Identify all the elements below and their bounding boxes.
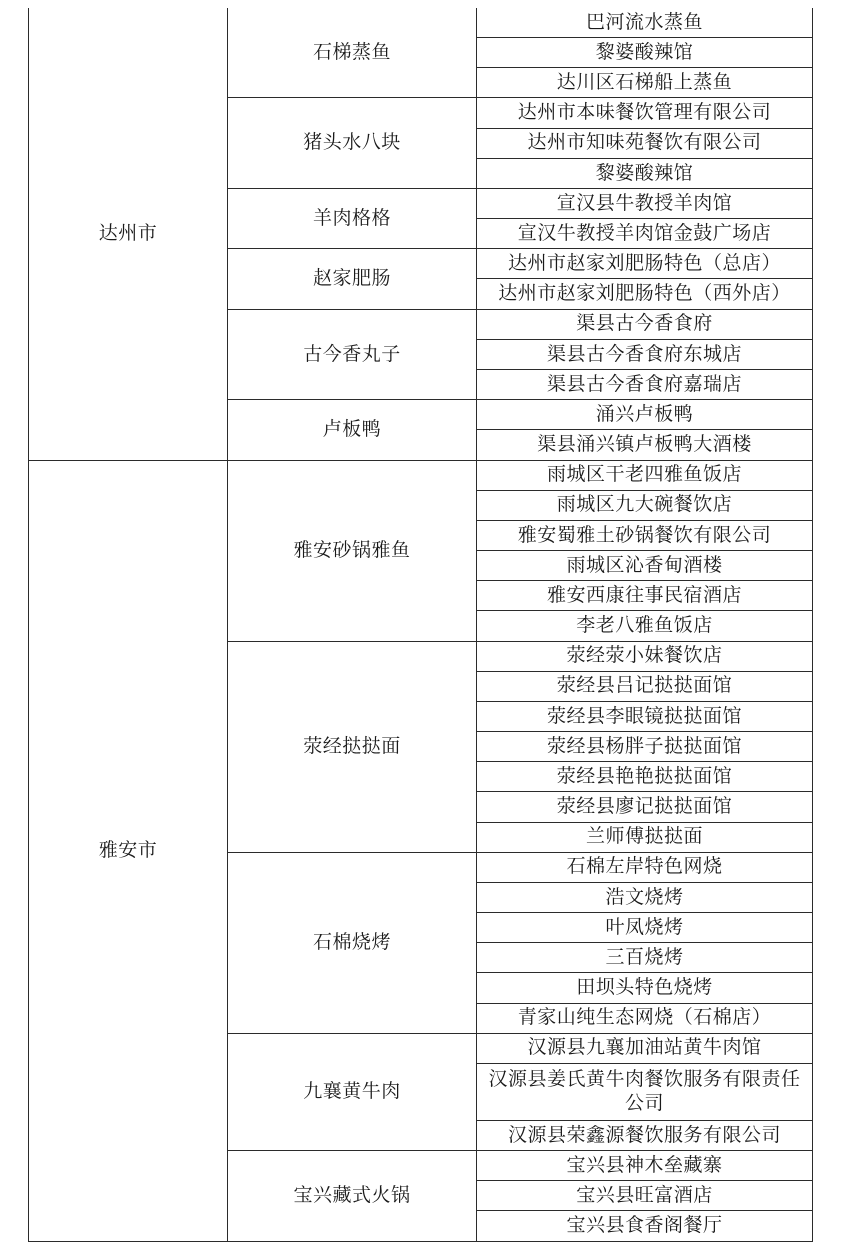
dish-cell: 九襄黄牛肉 bbox=[228, 1033, 477, 1150]
dish-cell: 石梯蒸鱼 bbox=[228, 8, 477, 98]
shop-cell: 渠县涌兴镇卢板鸭大酒楼 bbox=[477, 430, 813, 460]
shop-cell: 荥经荥小妹餐饮店 bbox=[477, 641, 813, 671]
shop-cell: 荥经县艳艳挞挞面馆 bbox=[477, 762, 813, 792]
shop-cell: 叶凤烧烤 bbox=[477, 913, 813, 943]
dish-cell: 卢板鸭 bbox=[228, 400, 477, 460]
shop-cell: 雅安蜀雅土砂锅餐饮有限公司 bbox=[477, 520, 813, 550]
specialty-dish-table bbox=[28, 8, 813, 1242]
shop-cell: 雨城区沁香甸酒楼 bbox=[477, 551, 813, 581]
shop-cell: 黎婆酸辣馆 bbox=[477, 158, 813, 188]
dish-cell: 石棉烧烤 bbox=[228, 852, 477, 1033]
shop-cell: 石棉左岸特色网烧 bbox=[477, 852, 813, 882]
shop-cell: 宝兴县食香阁餐厅 bbox=[477, 1211, 813, 1242]
shop-cell: 李老八雅鱼饭店 bbox=[477, 611, 813, 641]
shop-cell: 达川区石梯船上蒸鱼 bbox=[477, 68, 813, 98]
shop-cell: 三百烧烤 bbox=[477, 943, 813, 973]
dish-cell: 荥经挞挞面 bbox=[228, 641, 477, 852]
shop-cell: 达州市赵家刘肥肠特色（西外店） bbox=[477, 279, 813, 309]
shop-cell: 汉源县九襄加油站黄牛肉馆 bbox=[477, 1033, 813, 1063]
table-row bbox=[29, 460, 813, 490]
shop-cell: 宝兴县旺富酒店 bbox=[477, 1181, 813, 1211]
shop-cell: 雨城区干老四雅鱼饭店 bbox=[477, 460, 813, 490]
shop-cell: 达州市知味苑餐饮有限公司 bbox=[477, 128, 813, 158]
shop-cell: 黎婆酸辣馆 bbox=[477, 38, 813, 68]
shop-cell: 宝兴县神木垒藏寨 bbox=[477, 1151, 813, 1181]
shop-cell: 宣汉牛教授羊肉馆金鼓广场店 bbox=[477, 219, 813, 249]
city-cell: 雅安市 bbox=[29, 460, 228, 1241]
shop-cell: 渠县古今香食府东城店 bbox=[477, 339, 813, 369]
dish-cell: 猪头水八块 bbox=[228, 98, 477, 189]
shop-cell: 荥经县吕记挞挞面馆 bbox=[477, 671, 813, 701]
shop-cell: 雨城区九大碗餐饮店 bbox=[477, 490, 813, 520]
dish-cell: 雅安砂锅雅鱼 bbox=[228, 460, 477, 641]
shop-cell: 汉源县荣鑫源餐饮服务有限公司 bbox=[477, 1120, 813, 1150]
shop-cell: 涌兴卢板鸭 bbox=[477, 400, 813, 430]
shop-cell: 汉源县姜氏黄牛肉餐饮服务有限责任公司 bbox=[477, 1063, 813, 1120]
shop-cell: 田坝头特色烧烤 bbox=[477, 973, 813, 1003]
shop-cell: 雅安西康往事民宿酒店 bbox=[477, 581, 813, 611]
shop-cell: 渠县古今香食府 bbox=[477, 309, 813, 339]
shop-cell: 荥经县廖记挞挞面馆 bbox=[477, 792, 813, 822]
shop-cell: 宣汉县牛教授羊肉馆 bbox=[477, 188, 813, 218]
shop-cell: 青家山纯生态网烧（石棉店） bbox=[477, 1003, 813, 1033]
table-row bbox=[29, 8, 813, 38]
dish-cell: 赵家肥肠 bbox=[228, 249, 477, 309]
shop-cell: 兰师傅挞挞面 bbox=[477, 822, 813, 852]
shop-cell: 荥经县杨胖子挞挞面馆 bbox=[477, 732, 813, 762]
shop-cell: 达州市本味餐饮管理有限公司 bbox=[477, 98, 813, 128]
dish-cell: 古今香丸子 bbox=[228, 309, 477, 400]
shop-cell: 巴河流水蒸鱼 bbox=[477, 8, 813, 38]
table-body bbox=[29, 8, 813, 1242]
shop-cell: 达州市赵家刘肥肠特色（总店） bbox=[477, 249, 813, 279]
city-cell: 达州市 bbox=[29, 8, 228, 460]
dish-cell: 羊肉格格 bbox=[228, 188, 477, 248]
shop-cell: 渠县古今香食府嘉瑞店 bbox=[477, 370, 813, 400]
shop-cell: 浩文烧烤 bbox=[477, 882, 813, 912]
shop-cell: 荥经县李眼镜挞挞面馆 bbox=[477, 701, 813, 731]
dish-cell: 宝兴藏式火锅 bbox=[228, 1151, 477, 1242]
